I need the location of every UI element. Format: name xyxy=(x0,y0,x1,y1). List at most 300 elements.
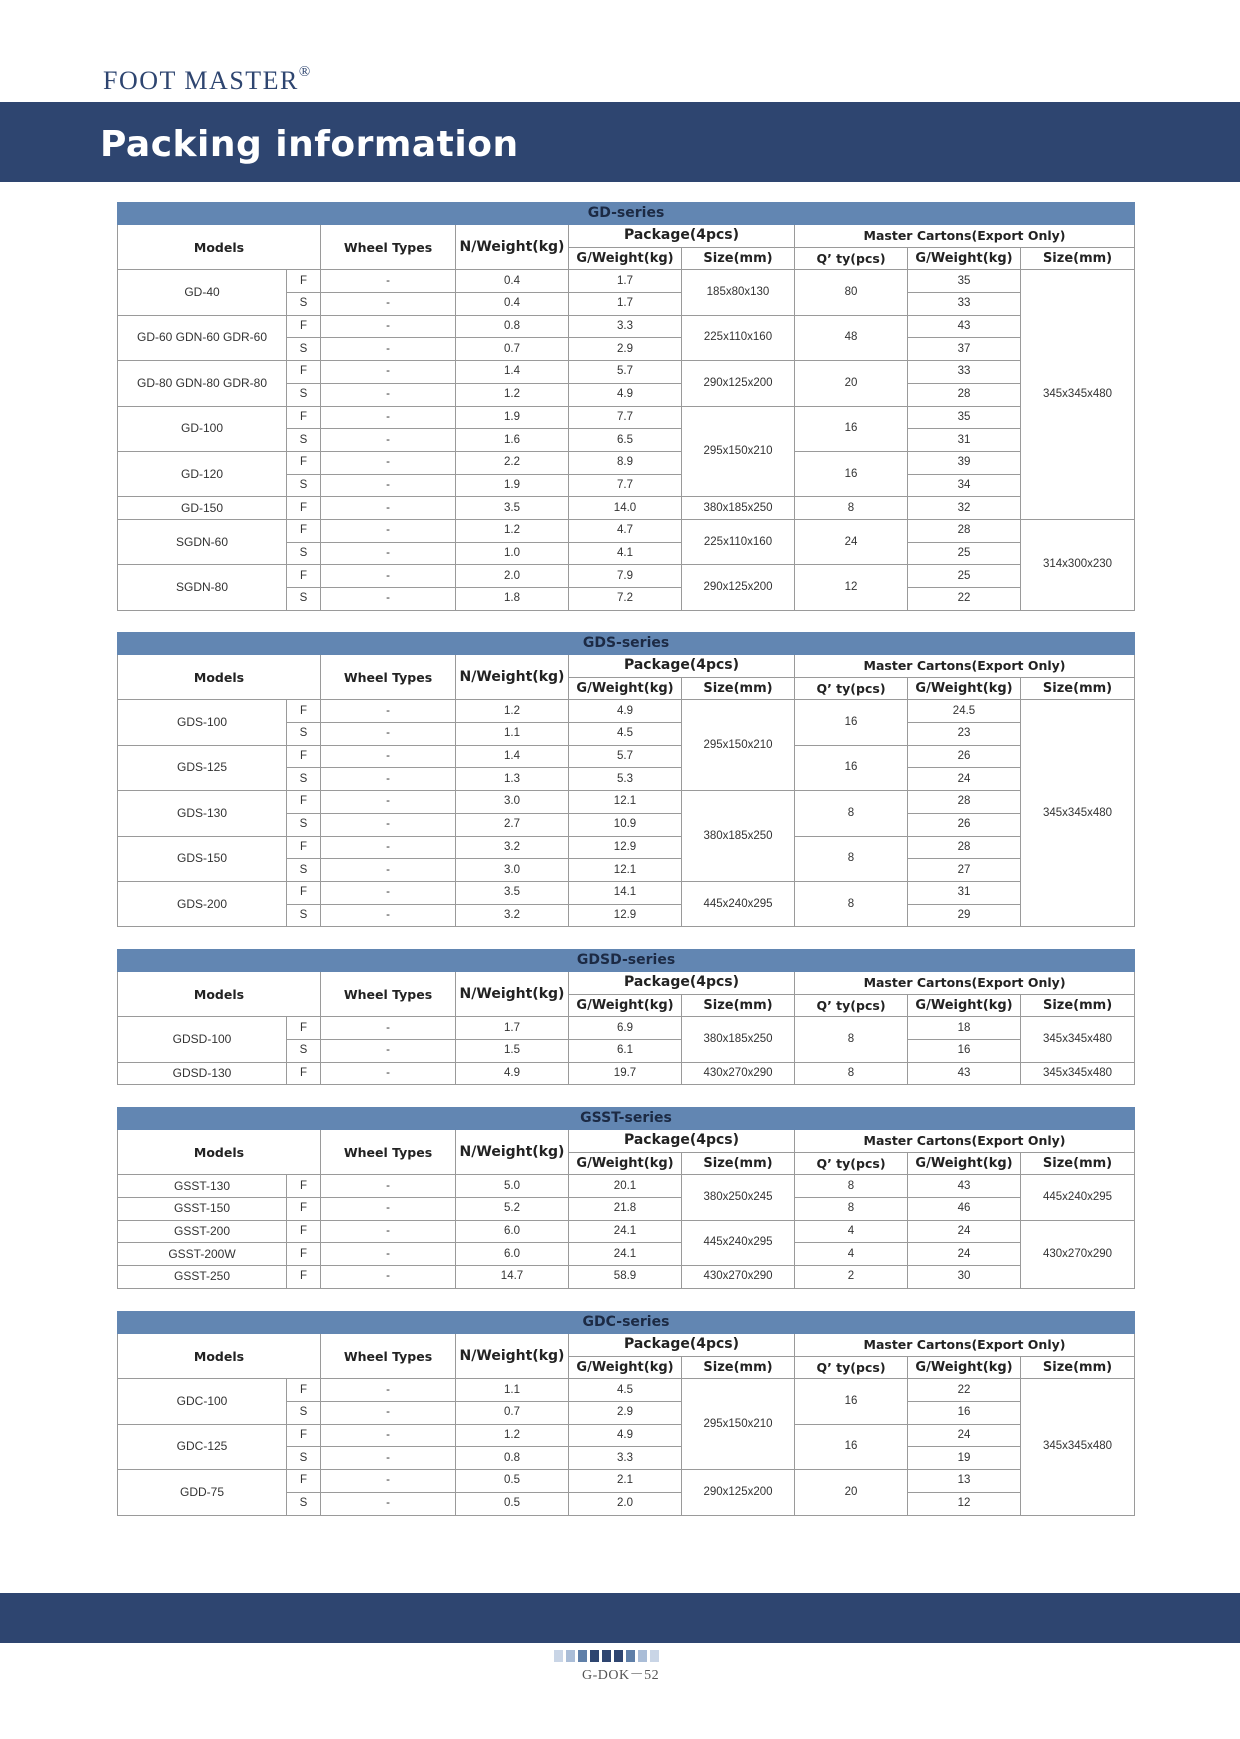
net-weight: 14.7 xyxy=(456,1266,569,1289)
packing-table xyxy=(117,1311,1135,1516)
wheel-type: - xyxy=(321,1424,456,1447)
header-row xyxy=(118,655,1135,678)
carton-gross-weight: 24 xyxy=(908,1220,1021,1243)
carton-gross-weight: 28 xyxy=(908,791,1021,814)
packing-table xyxy=(117,949,1135,1085)
col-master-cartons: Master Cartons(Export Only) xyxy=(795,972,1135,995)
series-title-row xyxy=(118,1108,1135,1130)
model-name: GDS-200 xyxy=(118,881,287,926)
net-weight: 3.0 xyxy=(456,859,569,882)
page-number: G-DOK－52 xyxy=(582,1668,660,1683)
packing-table xyxy=(117,632,1135,927)
table-row xyxy=(118,315,1135,338)
wheel-type: - xyxy=(321,315,456,338)
carton-gross-weight: 34 xyxy=(908,474,1021,497)
header-row xyxy=(118,972,1135,995)
net-weight: 0.5 xyxy=(456,1470,569,1493)
carton-gross-weight: 13 xyxy=(908,1470,1021,1493)
carton-gross-weight: 26 xyxy=(908,745,1021,768)
wheel-type: - xyxy=(321,723,456,746)
package-gross-weight: 6.9 xyxy=(569,1017,682,1040)
table-row xyxy=(118,1379,1135,1402)
col-carton-gweight: G/Weight(kg) xyxy=(908,994,1021,1017)
wheel-side: S xyxy=(287,542,321,565)
wheel-type: - xyxy=(321,836,456,859)
table-row xyxy=(118,791,1135,814)
wheel-type: - xyxy=(321,588,456,611)
carton-quantity: 48 xyxy=(795,315,908,360)
col-n-weight: N/Weight(kg) xyxy=(456,225,569,270)
wheel-side: S xyxy=(287,429,321,452)
wheel-type: - xyxy=(321,383,456,406)
packing-table xyxy=(117,1107,1135,1289)
carton-gross-weight: 12 xyxy=(908,1492,1021,1515)
wheel-type: - xyxy=(321,293,456,316)
col-package-gweight: G/Weight(kg) xyxy=(569,994,682,1017)
package-gross-weight: 7.9 xyxy=(569,565,682,588)
carton-quantity: 4 xyxy=(795,1243,908,1266)
carton-gross-weight: 30 xyxy=(908,1266,1021,1289)
carton-gross-weight: 24 xyxy=(908,768,1021,791)
wheel-side: S xyxy=(287,1492,321,1515)
net-weight: 3.5 xyxy=(456,497,569,520)
wheel-type: - xyxy=(321,406,456,429)
wheel-side: F xyxy=(287,1017,321,1040)
package-gross-weight: 12.1 xyxy=(569,791,682,814)
carton-gross-weight: 16 xyxy=(908,1040,1021,1063)
wheel-type: - xyxy=(321,1062,456,1085)
wheel-type: - xyxy=(321,791,456,814)
net-weight: 1.4 xyxy=(456,745,569,768)
package-gross-weight: 4.7 xyxy=(569,519,682,542)
wheel-type: - xyxy=(321,1492,456,1515)
package-size: 445x240x295 xyxy=(682,1220,795,1265)
package-gross-weight: 1.7 xyxy=(569,270,682,293)
wheel-side: F xyxy=(287,270,321,293)
carton-size: 345x345x480 xyxy=(1021,1062,1135,1085)
package-gross-weight: 4.1 xyxy=(569,542,682,565)
wheel-type: - xyxy=(321,1470,456,1493)
carton-gross-weight: 28 xyxy=(908,519,1021,542)
model-name: GDS-130 xyxy=(118,791,287,836)
model-name: GD-40 xyxy=(118,270,287,315)
net-weight: 3.0 xyxy=(456,791,569,814)
series-table-gdsd xyxy=(117,949,1134,1085)
model-name: GDSD-130 xyxy=(118,1062,287,1085)
col-carton-gweight: G/Weight(kg) xyxy=(908,247,1021,270)
wheel-type: - xyxy=(321,859,456,882)
page-title: Packing information xyxy=(100,124,519,165)
wheel-side: F xyxy=(287,565,321,588)
carton-gross-weight: 16 xyxy=(908,1402,1021,1425)
package-size: 380x185x250 xyxy=(682,1017,795,1062)
package-gross-weight: 20.1 xyxy=(569,1175,682,1198)
carton-gross-weight: 23 xyxy=(908,723,1021,746)
net-weight: 5.0 xyxy=(456,1175,569,1198)
col-carton-qty: Q’ ty(pcs) xyxy=(795,1356,908,1379)
net-weight: 1.3 xyxy=(456,768,569,791)
wheel-side: F xyxy=(287,1062,321,1085)
net-weight: 2.2 xyxy=(456,451,569,474)
carton-gross-weight: 27 xyxy=(908,859,1021,882)
table-row xyxy=(118,1424,1135,1447)
model-name: GDS-100 xyxy=(118,700,287,745)
col-package: Package(4pcs) xyxy=(569,1130,795,1153)
table-row xyxy=(118,1017,1135,1040)
model-name: GSST-130 xyxy=(118,1175,287,1198)
wheel-side: S xyxy=(287,293,321,316)
carton-quantity: 8 xyxy=(795,1198,908,1221)
model-name: GD-100 xyxy=(118,406,287,451)
table-row xyxy=(118,700,1135,723)
package-size: 295x150x210 xyxy=(682,700,795,791)
wheel-type: - xyxy=(321,1017,456,1040)
wheel-side: S xyxy=(287,588,321,611)
col-package-gweight: G/Weight(kg) xyxy=(569,677,682,700)
col-models: Models xyxy=(118,655,321,700)
header-row xyxy=(118,225,1135,248)
carton-quantity: 16 xyxy=(795,745,908,790)
wheel-side: S xyxy=(287,1447,321,1470)
wheel-side: F xyxy=(287,1198,321,1221)
col-master-cartons: Master Cartons(Export Only) xyxy=(795,225,1135,248)
col-package-gweight: G/Weight(kg) xyxy=(569,1356,682,1379)
col-package-size: Size(mm) xyxy=(682,994,795,1017)
net-weight: 0.5 xyxy=(456,1492,569,1515)
wheel-side: S xyxy=(287,1402,321,1425)
net-weight: 5.2 xyxy=(456,1198,569,1221)
col-carton-size: Size(mm) xyxy=(1021,247,1135,270)
net-weight: 2.7 xyxy=(456,813,569,836)
package-size: 430x270x290 xyxy=(682,1266,795,1289)
package-gross-weight: 1.7 xyxy=(569,293,682,316)
carton-gross-weight: 26 xyxy=(908,813,1021,836)
net-weight: 1.4 xyxy=(456,361,569,384)
col-master-cartons: Master Cartons(Export Only) xyxy=(795,1130,1135,1153)
package-gross-weight: 5.7 xyxy=(569,361,682,384)
col-models: Models xyxy=(118,1130,321,1175)
package-gross-weight: 12.9 xyxy=(569,836,682,859)
package-gross-weight: 3.3 xyxy=(569,315,682,338)
net-weight: 1.5 xyxy=(456,1040,569,1063)
wheel-side: F xyxy=(287,1243,321,1266)
table-row xyxy=(118,497,1135,520)
package-size: 380x185x250 xyxy=(682,497,795,520)
carton-gross-weight: 37 xyxy=(908,338,1021,361)
wheel-type: - xyxy=(321,1040,456,1063)
carton-gross-weight: 24 xyxy=(908,1424,1021,1447)
wheel-side: F xyxy=(287,745,321,768)
package-gross-weight: 24.1 xyxy=(569,1220,682,1243)
carton-gross-weight: 43 xyxy=(908,1175,1021,1198)
package-gross-weight: 14.0 xyxy=(569,497,682,520)
package-size: 290x125x200 xyxy=(682,1470,795,1515)
table-row xyxy=(118,270,1135,293)
col-wheel-types: Wheel Types xyxy=(321,655,456,700)
carton-quantity: 16 xyxy=(795,451,908,496)
carton-gross-weight: 32 xyxy=(908,497,1021,520)
col-models: Models xyxy=(118,225,321,270)
col-wheel-types: Wheel Types xyxy=(321,225,456,270)
wheel-side: F xyxy=(287,497,321,520)
net-weight: 0.4 xyxy=(456,270,569,293)
col-carton-qty: Q’ ty(pcs) xyxy=(795,1152,908,1175)
col-carton-size: Size(mm) xyxy=(1021,1356,1135,1379)
package-size: 380x185x250 xyxy=(682,791,795,882)
model-name: GSST-200 xyxy=(118,1220,287,1243)
model-name: GSST-200W xyxy=(118,1243,287,1266)
package-gross-weight: 24.1 xyxy=(569,1243,682,1266)
wheel-side: F xyxy=(287,361,321,384)
carton-quantity: 8 xyxy=(795,497,908,520)
carton-size: 345x345x480 xyxy=(1021,1379,1135,1515)
package-size: 225x110x160 xyxy=(682,519,795,564)
carton-gross-weight: 43 xyxy=(908,315,1021,338)
series-title-row xyxy=(118,633,1135,655)
package-size: 185x80x130 xyxy=(682,270,795,315)
wheel-side: S xyxy=(287,904,321,927)
carton-gross-weight: 35 xyxy=(908,406,1021,429)
carton-size: 430x270x290 xyxy=(1021,1220,1135,1288)
carton-size: 445x240x295 xyxy=(1021,1175,1135,1220)
carton-gross-weight: 18 xyxy=(908,1017,1021,1040)
indicator-square xyxy=(566,1650,575,1662)
col-package-size: Size(mm) xyxy=(682,677,795,700)
series-title: GDS-series xyxy=(118,633,1135,655)
net-weight: 2.0 xyxy=(456,565,569,588)
wheel-type: - xyxy=(321,429,456,452)
carton-gross-weight: 43 xyxy=(908,1062,1021,1085)
col-models: Models xyxy=(118,1334,321,1379)
indicator-square xyxy=(626,1650,635,1662)
package-gross-weight: 10.9 xyxy=(569,813,682,836)
package-gross-weight: 4.9 xyxy=(569,1424,682,1447)
table-row xyxy=(118,1198,1135,1221)
wheel-type: - xyxy=(321,270,456,293)
carton-quantity: 24 xyxy=(795,519,908,564)
package-gross-weight: 7.2 xyxy=(569,588,682,611)
wheel-type: - xyxy=(321,1243,456,1266)
wheel-type: - xyxy=(321,1402,456,1425)
wheel-type: - xyxy=(321,338,456,361)
wheel-type: - xyxy=(321,497,456,520)
col-carton-gweight: G/Weight(kg) xyxy=(908,677,1021,700)
brand-logo xyxy=(103,66,312,96)
package-gross-weight: 4.5 xyxy=(569,723,682,746)
package-size: 380x250x245 xyxy=(682,1175,795,1220)
col-wheel-types: Wheel Types xyxy=(321,1130,456,1175)
wheel-side: S xyxy=(287,768,321,791)
col-carton-gweight: G/Weight(kg) xyxy=(908,1356,1021,1379)
carton-gross-weight: 31 xyxy=(908,881,1021,904)
col-carton-size: Size(mm) xyxy=(1021,1152,1135,1175)
wheel-side: F xyxy=(287,519,321,542)
net-weight: 1.9 xyxy=(456,406,569,429)
header-row xyxy=(118,1334,1135,1357)
wheel-side: S xyxy=(287,859,321,882)
col-carton-size: Size(mm) xyxy=(1021,677,1135,700)
indicator-square xyxy=(638,1650,647,1662)
carton-gross-weight: 24.5 xyxy=(908,700,1021,723)
indicator-square xyxy=(602,1650,611,1662)
wheel-type: - xyxy=(321,361,456,384)
series-table-gd xyxy=(117,202,1134,611)
net-weight: 6.0 xyxy=(456,1220,569,1243)
table-row xyxy=(118,406,1135,429)
wheel-side: F xyxy=(287,451,321,474)
carton-gross-weight: 31 xyxy=(908,429,1021,452)
carton-gross-weight: 25 xyxy=(908,565,1021,588)
indicator-square xyxy=(590,1650,599,1662)
carton-gross-weight: 33 xyxy=(908,361,1021,384)
table-row xyxy=(118,451,1135,474)
table-row xyxy=(118,1243,1135,1266)
package-gross-weight: 7.7 xyxy=(569,474,682,497)
wheel-type: - xyxy=(321,1220,456,1243)
wheel-type: - xyxy=(321,745,456,768)
wheel-type: - xyxy=(321,700,456,723)
wheel-type: - xyxy=(321,1175,456,1198)
wheel-side: F xyxy=(287,1379,321,1402)
indicator-square xyxy=(614,1650,623,1662)
series-title: GDSD-series xyxy=(118,950,1135,972)
carton-quantity: 16 xyxy=(795,1424,908,1469)
package-gross-weight: 6.1 xyxy=(569,1040,682,1063)
package-gross-weight: 12.9 xyxy=(569,904,682,927)
wheel-type: - xyxy=(321,565,456,588)
net-weight: 1.9 xyxy=(456,474,569,497)
wheel-side: F xyxy=(287,1470,321,1493)
col-master-cartons: Master Cartons(Export Only) xyxy=(795,1334,1135,1357)
carton-quantity: 8 xyxy=(795,1062,908,1085)
wheel-side: S xyxy=(287,813,321,836)
wheel-side: S xyxy=(287,474,321,497)
model-name: GDS-150 xyxy=(118,836,287,881)
carton-gross-weight: 28 xyxy=(908,383,1021,406)
package-gross-weight: 4.5 xyxy=(569,1379,682,1402)
wheel-type: - xyxy=(321,904,456,927)
carton-gross-weight: 19 xyxy=(908,1447,1021,1470)
carton-gross-weight: 29 xyxy=(908,904,1021,927)
wheel-side: S xyxy=(287,383,321,406)
model-name: GDSD-100 xyxy=(118,1017,287,1062)
net-weight: 1.1 xyxy=(456,1379,569,1402)
net-weight: 6.0 xyxy=(456,1243,569,1266)
carton-quantity: 16 xyxy=(795,1379,908,1424)
carton-size: 345x345x480 xyxy=(1021,270,1135,520)
series-title: GSST-series xyxy=(118,1108,1135,1130)
carton-quantity: 8 xyxy=(795,881,908,926)
wheel-type: - xyxy=(321,451,456,474)
indicator-square xyxy=(578,1650,587,1662)
table-row xyxy=(118,1220,1135,1243)
package-gross-weight: 3.3 xyxy=(569,1447,682,1470)
carton-quantity: 8 xyxy=(795,791,908,836)
wheel-side: S xyxy=(287,1040,321,1063)
carton-quantity: 16 xyxy=(795,700,908,745)
table-row xyxy=(118,361,1135,384)
col-package-gweight: G/Weight(kg) xyxy=(569,247,682,270)
model-name: GD-120 xyxy=(118,451,287,496)
table-row xyxy=(118,745,1135,768)
package-gross-weight: 7.7 xyxy=(569,406,682,429)
col-package: Package(4pcs) xyxy=(569,655,795,678)
model-name: GDS-125 xyxy=(118,745,287,790)
table-row xyxy=(118,565,1135,588)
package-gross-weight: 8.9 xyxy=(569,451,682,474)
package-gross-weight: 19.7 xyxy=(569,1062,682,1085)
table-row xyxy=(118,1470,1135,1493)
wheel-side: F xyxy=(287,881,321,904)
wheel-side: F xyxy=(287,1424,321,1447)
carton-gross-weight: 24 xyxy=(908,1243,1021,1266)
model-name: GSST-150 xyxy=(118,1198,287,1221)
col-carton-qty: Q’ ty(pcs) xyxy=(795,677,908,700)
net-weight: 0.4 xyxy=(456,293,569,316)
wheel-side: F xyxy=(287,1175,321,1198)
carton-gross-weight: 46 xyxy=(908,1198,1021,1221)
wheel-type: - xyxy=(321,1447,456,1470)
col-models: Models xyxy=(118,972,321,1017)
header-row xyxy=(118,1130,1135,1153)
package-gross-weight: 58.9 xyxy=(569,1266,682,1289)
col-package-size: Size(mm) xyxy=(682,247,795,270)
package-size: 295x150x210 xyxy=(682,1379,795,1470)
col-package: Package(4pcs) xyxy=(569,972,795,995)
table-row xyxy=(118,1266,1135,1289)
carton-quantity: 2 xyxy=(795,1266,908,1289)
package-gross-weight: 2.9 xyxy=(569,1402,682,1425)
package-size: 430x270x290 xyxy=(682,1062,795,1085)
wheel-side: F xyxy=(287,1220,321,1243)
net-weight: 1.2 xyxy=(456,700,569,723)
carton-size: 345x345x480 xyxy=(1021,700,1135,927)
model-name: GDC-125 xyxy=(118,1424,287,1469)
series-table-gds xyxy=(117,632,1134,927)
col-n-weight: N/Weight(kg) xyxy=(456,1130,569,1175)
net-weight: 1.1 xyxy=(456,723,569,746)
carton-gross-weight: 22 xyxy=(908,1379,1021,1402)
wheel-type: - xyxy=(321,1379,456,1402)
net-weight: 1.8 xyxy=(456,588,569,611)
model-name: GD-150 xyxy=(118,497,287,520)
package-gross-weight: 12.1 xyxy=(569,859,682,882)
series-title-row xyxy=(118,1312,1135,1334)
wheel-type: - xyxy=(321,881,456,904)
brand-name: FOOT MASTER xyxy=(103,66,299,95)
model-name: GDC-100 xyxy=(118,1379,287,1424)
page-indicator-squares xyxy=(554,1650,659,1662)
carton-gross-weight: 25 xyxy=(908,542,1021,565)
carton-quantity: 8 xyxy=(795,1175,908,1198)
col-wheel-types: Wheel Types xyxy=(321,1334,456,1379)
wheel-type: - xyxy=(321,542,456,565)
wheel-type: - xyxy=(321,474,456,497)
net-weight: 3.5 xyxy=(456,881,569,904)
model-name: SGDN-60 xyxy=(118,519,287,564)
table-row xyxy=(118,1175,1135,1198)
net-weight: 3.2 xyxy=(456,904,569,927)
net-weight: 1.2 xyxy=(456,383,569,406)
col-package: Package(4pcs) xyxy=(569,1334,795,1357)
wheel-side: F xyxy=(287,700,321,723)
series-table-gsst xyxy=(117,1107,1134,1289)
carton-quantity: 80 xyxy=(795,270,908,315)
package-size: 290x125x200 xyxy=(682,361,795,406)
wheel-type: - xyxy=(321,1266,456,1289)
carton-gross-weight: 33 xyxy=(908,293,1021,316)
col-package: Package(4pcs) xyxy=(569,225,795,248)
